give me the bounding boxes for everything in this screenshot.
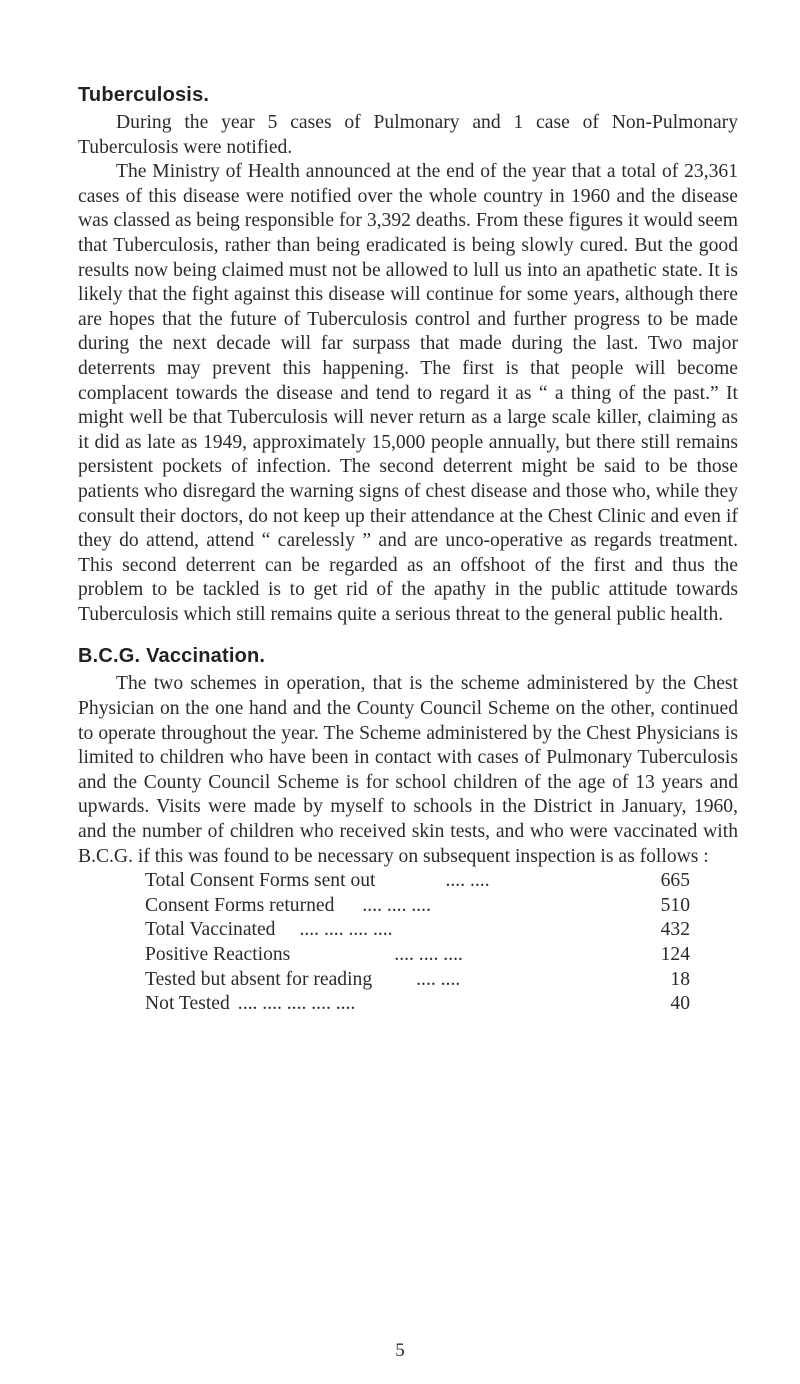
row-value: 665 [660, 870, 690, 892]
section-heading-tuberculosis: Tuberculosis. [78, 84, 210, 106]
vaccination-table [145, 869, 690, 1017]
paragraph-vaccination-schemes: The two schemes in operation, that is the scheme administered by the Chest Physician on the one hand and the County Council Scheme on the other, continued to operate throughout the year. The Scheme administered by the Chest Physicians is limited to children who have been in contact with cases of Pulmonary Tuberculosis and the County Council Scheme is for school children of the age of 13 years and upwards. Visits were made by myself to schools in the District in January, 1960, and the number of children who received skin tests, and who were vaccinated with B.C.G. if this was found to be necessary on subsequent inspection is as follows : [78, 673, 738, 867]
row-dots: .... .... .... .... [299, 919, 393, 941]
row-dots: .... .... .... [362, 894, 431, 916]
row-dots: .... .... [416, 968, 461, 990]
row-label: Total Vaccinated [145, 919, 276, 941]
row-value: 124 [660, 944, 690, 965]
table-row [145, 992, 690, 1017]
table-row [145, 968, 690, 993]
section-heading-bcg-vaccination: B.C.G. Vaccination. [78, 645, 266, 668]
row-dots: .... .... .... .... .... [237, 993, 356, 1015]
table-row [145, 918, 690, 943]
row-dots: .... .... .... [394, 944, 463, 965]
row-value: 510 [660, 894, 690, 916]
table-row [145, 869, 690, 894]
paragraph-notified-cases: During the year 5 cases of Pulmonary and 1 case of Non-Pulmonary Tuberculosis were notified. [78, 112, 738, 158]
row-label: Tested but absent for reading [145, 968, 373, 990]
table-row [145, 894, 690, 919]
row-value: 432 [660, 919, 690, 941]
row-value: 40 [670, 993, 690, 1015]
row-label: Not Tested [145, 993, 230, 1015]
row-dots: .... .... [445, 870, 490, 892]
row-label: Total Consent Forms sent out [145, 870, 376, 892]
document-page [78, 84, 738, 1017]
row-label: Consent Forms returned [145, 894, 335, 916]
paragraph-ministry-of-health: The Ministry of Health announced at the end of the year that a total of 23,361 cases of this disease were notified over the whole country in 1960 and the disease was classed as being responsible for 3,392 deaths. From these figures it would seem that Tuberculosis, rather than being eradicated is being slowly cured. But the good results now being claimed must not be allowed to lull us into an apathetic state. It is likely that the fight against this disease will continue for some years, although there are hopes that the future of Tuberculosis control and further progress to be made during the next decade will far surpass that made during the last. Two major deterrents may prevent this happening. The first is that people will become complacent towards the disease and tend to regard it as “ a thing of the past.” It might well be that Tuberculosis will never return as a large scale killer, claiming as it did as late as 1949, approximately 15,000 people annually, but there still remains persistent pockets of infection. The second deterrent might be said to be those patients who disregard the warning signs of chest disease and those who, while they consult their doctors, do not keep up their attendance at the Chest Clinic and even if they do attend, attend “ carelessly ” and are unco-operative as regards treatment. This second deterrent can be regarded as an offshoot of the first and thus the problem to be tackled is to get rid of the apathy in the public attitude towards Tuberculosis which still remains quite a serious threat to the general public health. [78, 161, 738, 625]
table-row [145, 943, 690, 968]
row-label: Positive Reactions [145, 944, 291, 965]
page-number: 5 [395, 1340, 405, 1361]
row-value: 18 [670, 968, 690, 990]
